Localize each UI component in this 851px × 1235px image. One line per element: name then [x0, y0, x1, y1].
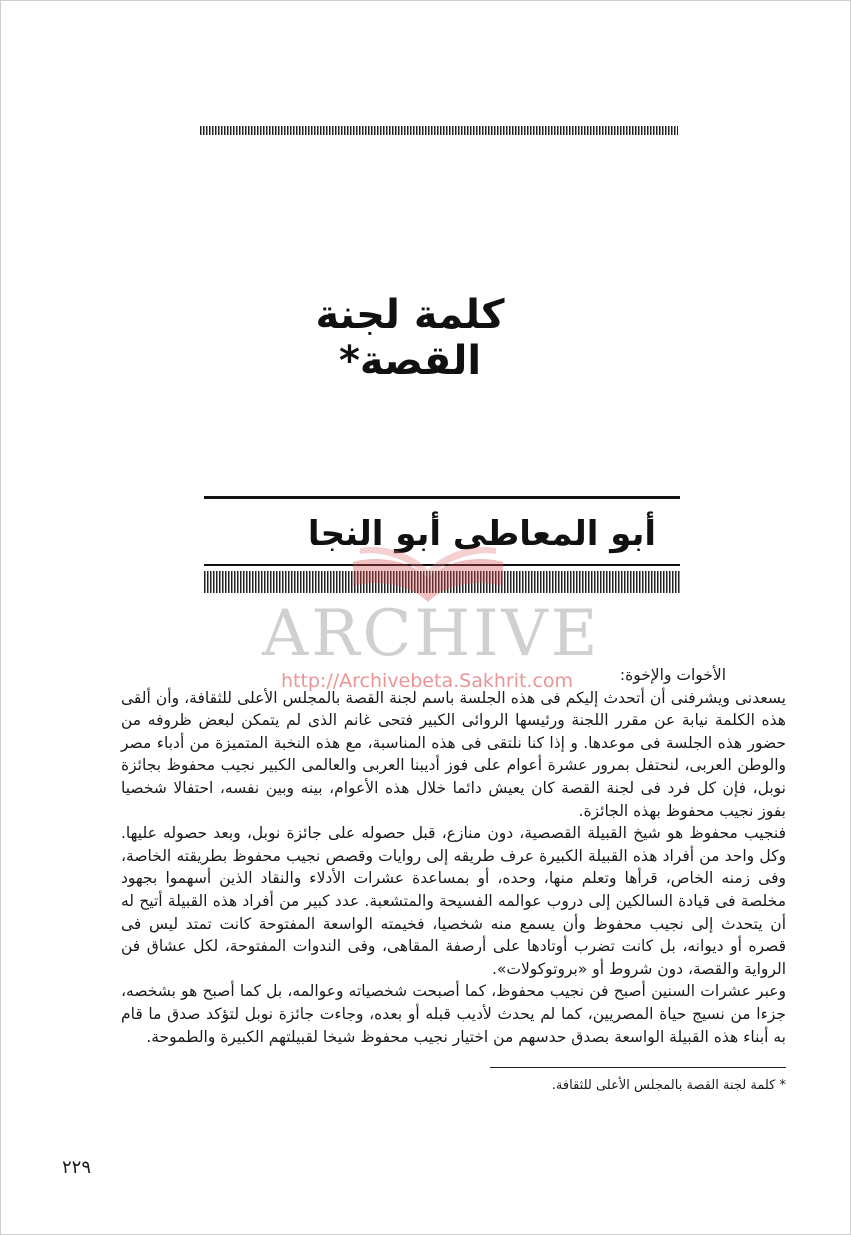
watermark-url: http://Archivebeta.Sakhrit.com: [280, 670, 574, 692]
top-decorative-rule: [200, 126, 678, 135]
page-number: ٢٢٩: [62, 1157, 92, 1178]
watermark-text: ARCHIVE: [262, 597, 601, 671]
article-title: كلمة لجنة القصة*: [315, 292, 505, 384]
paragraph-3: وعبر عشرات السنين أصبح فن نجيب محفوظ، كما أصبحت شخصياته وعوالمه، بل كما أصبح هو بشخصه، جزءا من نسيج حياة المصريين، كما لم يحدث لأديب قبله أو بعده، وجاءت جائزة نوبل لتؤكد صدق ما قام به أبناء هذه القبيلة الواسعة بصدق حدسهم من اختيار نجيب محفوظ شيخا لقبيلتهم الكبيرة والطموحة.: [121, 982, 786, 1046]
author-name: أبو المعاطى أبو النجا: [307, 514, 656, 554]
salutation: الأخوات والإخوة:: [619, 666, 726, 684]
paragraph-1: يسعدنى ويشرفنى أن أتحدث إليكم فى هذه الجلسة باسم لجنة القصة بالمجلس الأعلى للثقافة، وأن ألقى هذه الكلمة نيابة عن مقرر اللجنة ورئيسها الروائى الكبير فتحى غانم الذى لم يتمكن لبعض ظروفه من حضور هذه الجلسة فى موعدها. و إذا كنا نلتقى فى هذه المناسبة، مع هذه النخبة المتميزة من أدباء مصر والوطن العربى، لنحتفل بمرور عشرة أعوام على فوز أديبنا العربى والعالمى الكبير نجيب محفوظ بجائزة نوبل، فإن كل فرد فى لجنة القصة كان يعيش دائما خلال هذه الأعوام، بينه وبين نفسه، احتفالا شخصيا بفوز نجيب محفوظ بهذه الجائزة.: [121, 688, 786, 820]
paragraph-2: فنجيب محفوظ هو شيخ القبيلة القصصية، دون منازع، قبل حصوله على جائزة نوبل، وبعد حصوله عليها. وكل واحد من أفراد هذه القبيلة الكبيرة عرف طريقه إلى روايات وقصص نجيب محفوظ بطريقته الخاصة، وفى زمنه الخاص، قرأها وتعلم منها، وحده، أو بمساعدة عشرات الأدلاء والنقاد الذين أسهموا بجهود مخلصة فى قيادة السالكين إلى دروب عوالمه الفسيحة والمتشعبة. عدد كبير من أفراد هذه القبيلة أتيح له أن يتحدث إلى نجيب محفوظ وأن يسمع منه شخصيا، فخيمته الواسعة المفتوحة كانت تمتد ليس فى قصره أو ديوانه، بل كانت تضرب أوتادها على أرصفة المقاهى، وفى الندوات المفتوحة، لكل عشاق فن الرواية والقصة، دون شروط أو «بروتوكولات».: [121, 824, 786, 978]
article-body: [121, 664, 786, 1048]
footnote: * كلمة لجنة القصة بالمجلس الأعلى للثقافة.: [551, 1078, 786, 1093]
footnote-rule: [490, 1067, 786, 1068]
author-top-rule: [204, 496, 680, 499]
